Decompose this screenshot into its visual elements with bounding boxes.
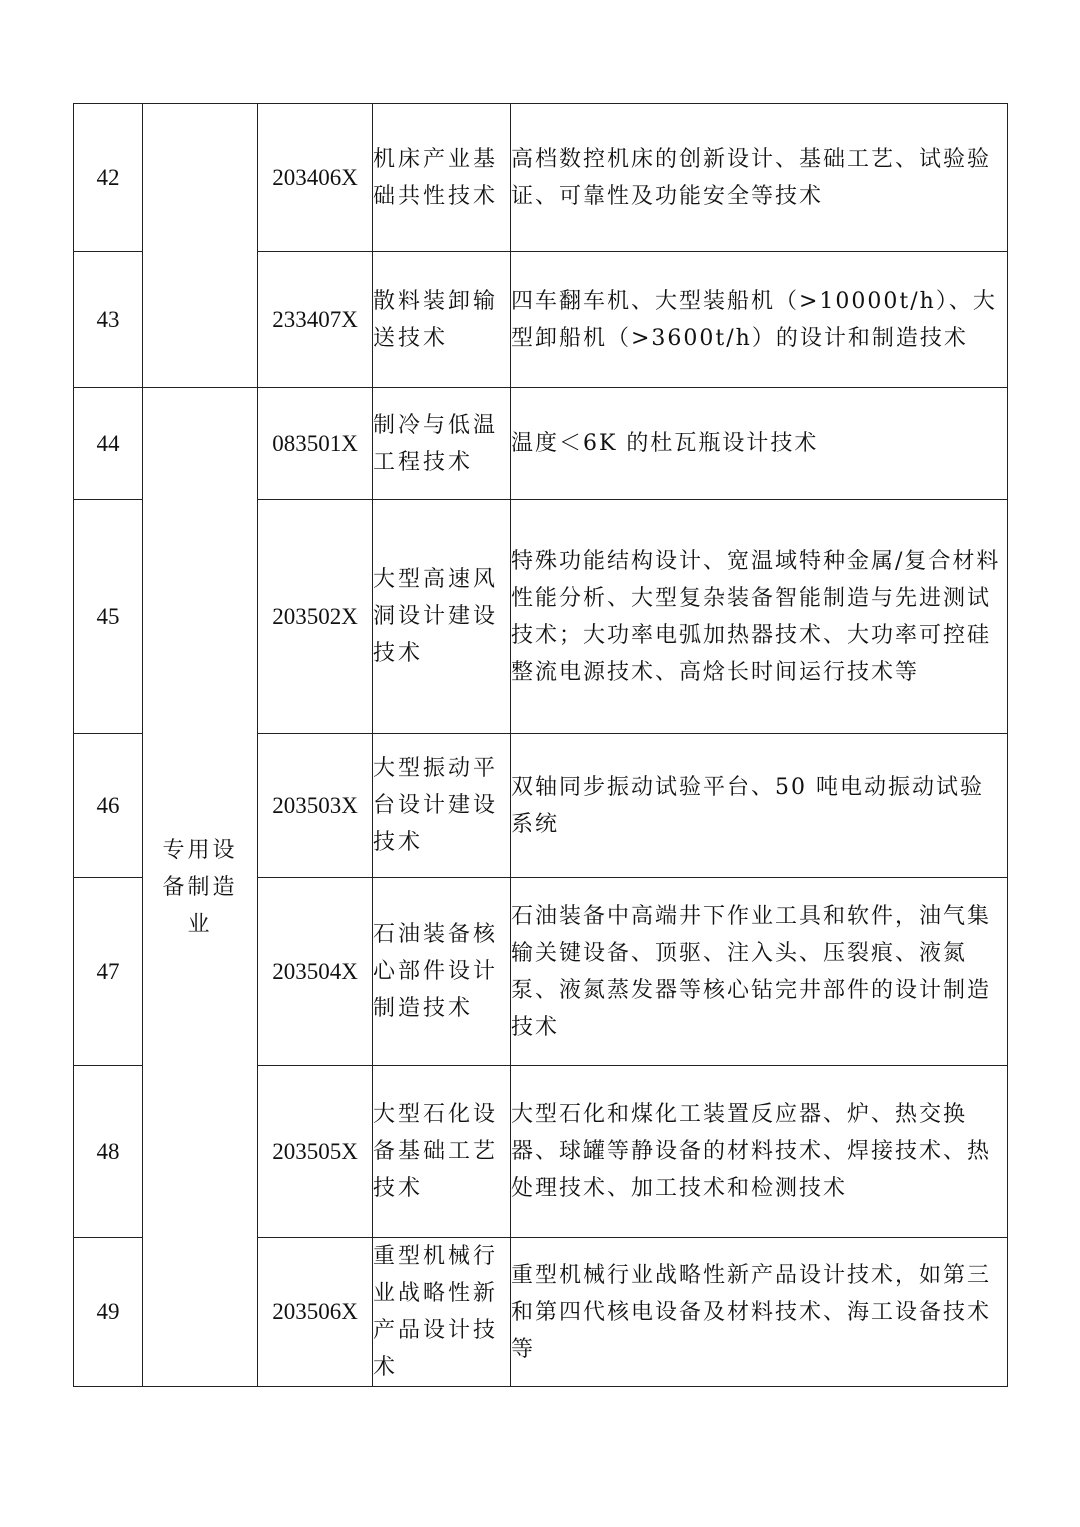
tech-description: 大型石化和煤化工装置反应器、炉、热交换器、球罐等静设备的材料技术、焊接技术、热处理技术、加工技术和检测技术 xyxy=(511,1066,1008,1238)
tech-name: 大型石化设备基础工艺技术 xyxy=(373,1066,511,1238)
tech-code: 203505X xyxy=(258,1066,373,1238)
row-number: 47 xyxy=(74,878,143,1066)
tech-description: 重型机械行业战略性新产品设计技术，如第三和第四代核电设备及材料技术、海工设备技术等 xyxy=(511,1238,1008,1387)
row-number: 46 xyxy=(74,734,143,878)
tech-code: 233407X xyxy=(258,252,373,388)
tech-name: 石油装备核心部件设计制造技术 xyxy=(373,878,511,1066)
tech-description: 温度＜6K 的杜瓦瓶设计技术 xyxy=(511,388,1008,500)
row-number: 45 xyxy=(74,500,143,734)
tech-code: 203406X xyxy=(258,104,373,252)
tech-description: 特殊功能结构设计、宽温域特种金属/复合材料性能分析、大型复杂装备智能制造与先进测试技术；大功率电弧加热器技术、大功率可控硅整流电源技术、高焓长时间运行技术等 xyxy=(511,500,1008,734)
tech-code: 083501X xyxy=(258,388,373,500)
industry-cell-empty xyxy=(143,104,258,388)
row-number: 43 xyxy=(74,252,143,388)
tech-description: 高档数控机床的创新设计、基础工艺、试验验证、可靠性及功能安全等技术 xyxy=(511,104,1008,252)
tech-name: 制冷与低温工程技术 xyxy=(373,388,511,500)
row-number: 44 xyxy=(74,388,143,500)
tech-code: 203506X xyxy=(258,1238,373,1387)
table-row xyxy=(74,388,1008,500)
tech-description: 双轴同步振动试验平台、50 吨电动振动试验系统 xyxy=(511,734,1008,878)
row-number: 48 xyxy=(74,1066,143,1238)
tech-name: 机床产业基础共性技术 xyxy=(373,104,511,252)
tech-description: 石油装备中高端井下作业工具和软件，油气集输关键设备、顶驱、注入头、压裂痕、液氮泵、液氮蒸发器等核心钻完井部件的设计制造技术 xyxy=(511,878,1008,1066)
tech-name: 散料装卸输送技术 xyxy=(373,252,511,388)
row-number: 49 xyxy=(74,1238,143,1387)
tech-code: 203502X xyxy=(258,500,373,734)
table-row xyxy=(74,104,1008,252)
tech-description: 四车翻车机、大型装船机（>10000t/h）、大型卸船机（>3600t/h）的设计和制造技术 xyxy=(511,252,1008,388)
tech-code: 203504X xyxy=(258,878,373,1066)
row-number: 42 xyxy=(74,104,143,252)
tech-code: 203503X xyxy=(258,734,373,878)
tech-name: 大型高速风洞设计建设技术 xyxy=(373,500,511,734)
industry-category-label: 专用设备制造业 xyxy=(162,837,238,937)
tech-name: 重型机械行业战略性新产品设计技术 xyxy=(373,1238,511,1387)
technology-catalog-table xyxy=(73,103,1008,1387)
tech-name: 大型振动平台设计建设技术 xyxy=(373,734,511,878)
industry-category-cell xyxy=(143,388,258,1387)
